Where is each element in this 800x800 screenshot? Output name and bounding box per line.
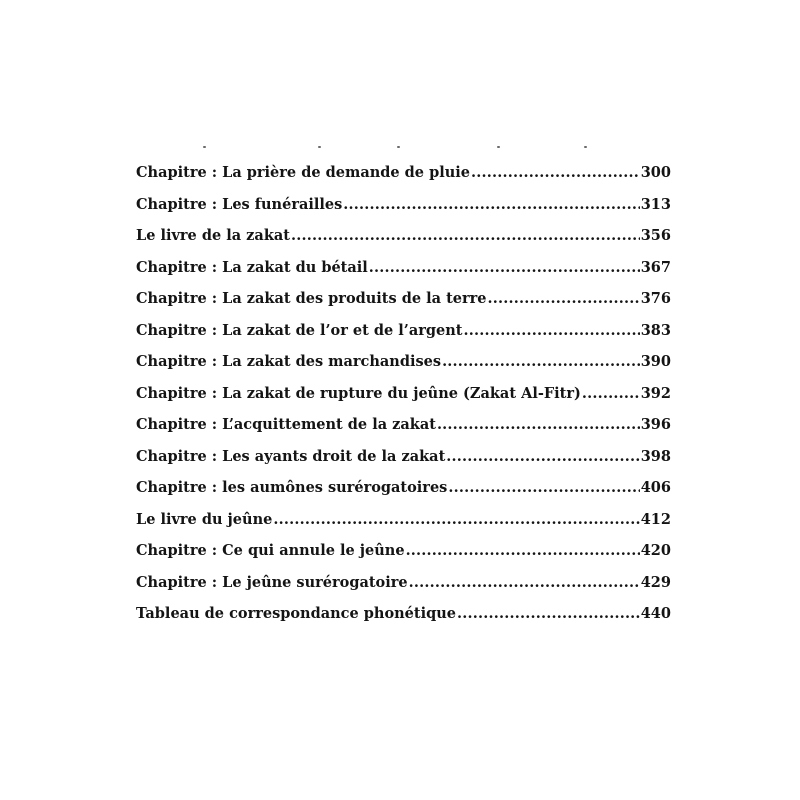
ink-mark: [497, 146, 500, 148]
dot-leader: [471, 164, 640, 181]
toc-entry: [136, 385, 671, 417]
toc-entry: [136, 164, 671, 196]
toc-entry-title: Chapitre : La zakat des produits de la terre: [136, 290, 487, 307]
toc-entry: [136, 574, 671, 606]
toc-entry-title: Chapitre : La zakat des marchandises: [136, 353, 442, 370]
dot-leader: [446, 448, 639, 465]
toc-entry-page: 367: [640, 258, 671, 276]
toc-entry-title: Chapitre : La prière de demande de pluie: [136, 164, 471, 181]
toc-entry: [136, 196, 671, 228]
toc-entry-page: 429: [640, 573, 671, 591]
dot-leader: [464, 322, 640, 339]
toc-entry-page: 383: [640, 321, 671, 339]
table-of-contents: [136, 164, 671, 637]
toc-entry-page: 412: [640, 510, 671, 528]
toc-entry-title: Tableau de correspondance phonétique: [136, 605, 456, 622]
dot-leader: [343, 196, 639, 213]
dot-leader: [457, 605, 640, 622]
toc-entry-title: Chapitre : Les funérailles: [136, 195, 343, 213]
ink-mark: [397, 146, 400, 148]
toc-entry-page: 376: [640, 290, 671, 307]
toc-entry-page: 313: [640, 195, 671, 213]
toc-entry-title: Chapitre : La zakat du bétail: [136, 258, 368, 276]
dot-leader: [448, 479, 639, 496]
toc-entry: [136, 227, 671, 259]
toc-entry: [136, 605, 671, 637]
toc-entry-title: Chapitre : Le jeûne surérogatoire: [136, 573, 408, 591]
toc-entry: [136, 448, 671, 480]
toc-entry: [136, 416, 671, 448]
toc-entry-page: 300: [640, 164, 671, 181]
toc-entry: [136, 353, 671, 385]
ink-mark: [203, 146, 206, 148]
toc-entry-title: Chapitre : les aumônes surérogatoires: [136, 479, 448, 496]
dot-leader: [442, 353, 640, 370]
dot-leader: [488, 290, 640, 307]
dot-leader: [273, 511, 639, 528]
toc-entry: [136, 322, 671, 354]
toc-entry: [136, 290, 671, 322]
dot-leader: [437, 416, 640, 433]
toc-entry-title: Le livre de la zakat: [136, 227, 290, 244]
toc-entry-page: 420: [640, 542, 671, 559]
dot-leader: [291, 227, 640, 244]
dot-leader: [582, 385, 640, 402]
dot-leader: [409, 574, 640, 591]
toc-entry: [136, 511, 671, 543]
toc-entry-page: 396: [640, 416, 671, 433]
cropped-previous-line: [0, 146, 800, 152]
toc-entry-page: 406: [640, 479, 671, 496]
toc-entry-title: Chapitre : Ce qui annule le jeûne: [136, 542, 405, 559]
ink-mark: [318, 146, 321, 148]
toc-entry-page: 356: [640, 227, 671, 244]
toc-entry-title: Chapitre : La zakat de rupture du jeûne (Zakat Al-Fitr): [136, 384, 581, 402]
toc-entry-title: Chapitre : La zakat de l’or et de l’argent: [136, 321, 463, 339]
ink-mark: [584, 146, 587, 148]
toc-entry: [136, 542, 671, 574]
toc-entry-page: 390: [640, 353, 671, 370]
toc-entry: [136, 479, 671, 511]
toc-entry-title: Chapitre : L’acquittement de la zakat: [136, 416, 436, 433]
dot-leader: [369, 259, 640, 276]
toc-entry-page: 392: [640, 384, 671, 402]
dot-leader: [406, 542, 640, 559]
toc-entry-page: 440: [640, 605, 671, 622]
toc-entry: [136, 259, 671, 291]
toc-entry-title: Chapitre : Les ayants droit de la zakat: [136, 447, 446, 465]
toc-entry-title: Le livre du jeûne: [136, 510, 273, 528]
toc-entry-page: 398: [640, 447, 671, 465]
